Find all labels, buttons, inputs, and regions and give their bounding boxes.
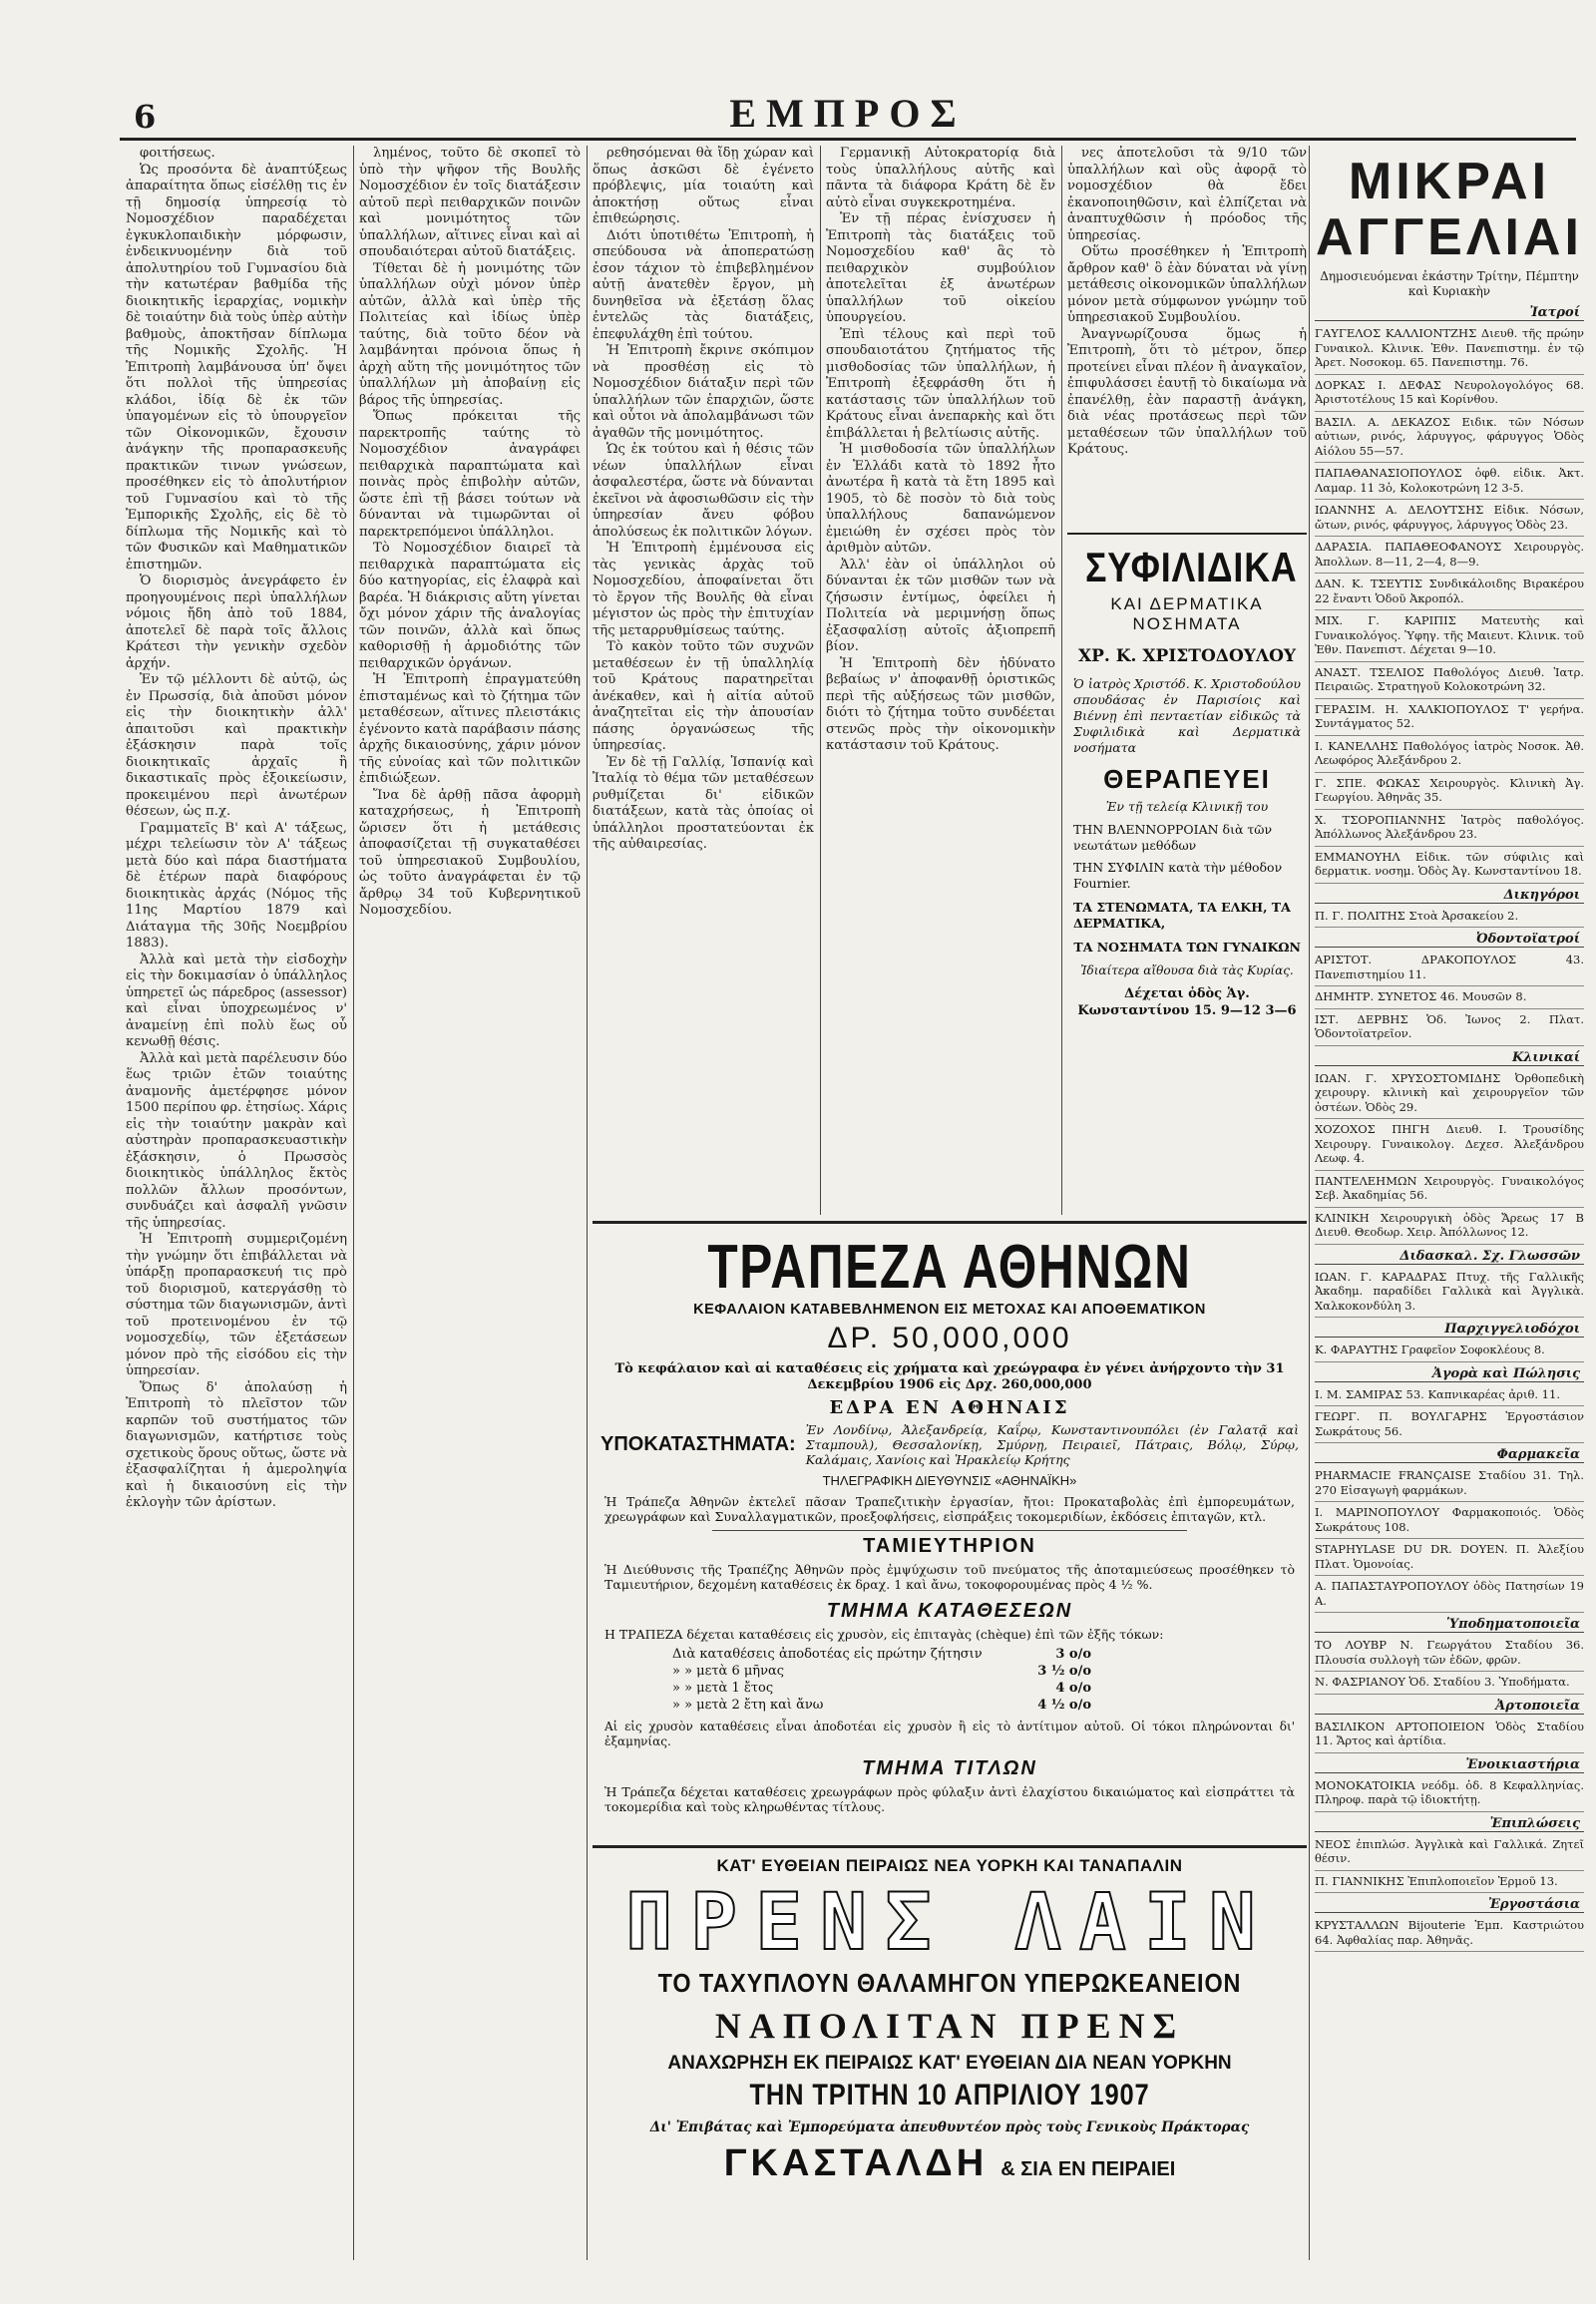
clinic-advertisement xyxy=(1067,533,1307,1063)
classified-entry: Ι. ΜΑΡΙΝΟΠΟΥΛΟΥ Φαρμακοποιός. Ὁδὸς Σωκράτους 108. xyxy=(1315,1502,1584,1539)
article-paragraph: νες ἀποτελοῦσι τὰ 9/10 τῶν ὑπαλλήλων καὶ οὓς ἀφορᾷ τὸ νομοσχέδιον θὰ ἔδει ἐκανοποιηθῶσιν, καὶ ἐλπίζεται νὰ ἀναπτυχθῶσιν ἡ πρόοδος τῆς ὑπηρεσίας. xyxy=(1067,146,1307,243)
classified-entry: ΙΩΑΝ. Γ. ΚΑΡΑΔΡΑΣ Πτυχ. τῆς Γαλλικῆς Ἀκαδημ. παραδίδει Γαλλικὰ καὶ Ἀγγλικὰ. Χαλκοκονδύλη 3. xyxy=(1315,1267,1584,1319)
bank-advertisement xyxy=(593,1221,1307,1841)
classified-entry: ΔΗΜΗΤΡ. ΣΥΝΕΤΟΣ 46. Μουσῶν 8. xyxy=(1315,986,1584,1009)
article-column-1 xyxy=(126,146,347,2262)
classified-category: Φαρμακεῖα xyxy=(1315,1447,1584,1463)
article-paragraph: Ὅπως πρόκειται τῆς παρεκτροπῆς ταύτης τὸ Νομοσχέδιον ἀναγράφει πειθαρχικὰ παραπτώματα καὶ ποινὰς πρὸς ἐπιβολὴν αὐτῶν, ὥστε ἐπὶ τῇ βάσει τούτων νὰ δύνανται νὰ τιμωρῶνται οἱ παρεκτρεπόμενοι ὑπάλληλοι. xyxy=(359,409,581,540)
article-paragraph: Ἀλλ' ἐὰν οἱ ὑπάλληλοι οὐ δύνανται ἐκ τῶν μισθῶν των νὰ ζήσωσιν ἐντίμως, ὀφείλει ἡ Πολιτεία νὰ μεριμνήσῃ ὅπως ἐξασφαλίσῃ αὐτοῖς ἀξιοπρεπῆ βίον. xyxy=(826,557,1055,654)
article-paragraph: Ὅπως δ' ἀπολαύσῃ ἡ Ἐπιτροπὴ τὸ πλεῖστον τῶν καρπῶν τοῦ συστήματος τῶν διαγωνισμῶν, κατήρτισε τοὺς σχετικοὺς ὅρους οὕτως, ὥστε νὰ ἐξασφαλίζηται ἡ ἀμεροληψία καὶ ἡ δικαιοσύνη εἰς τὴν ἐκλογὴν τῶν ἀρίστων. xyxy=(126,1379,347,1510)
bank-title: ΤΡΑΠΕΖΑ ΑΘΗΝΩΝ xyxy=(707,1233,1192,1302)
classified-category: Ὀδοντοϊατροί xyxy=(1315,932,1584,948)
article-paragraph: Ἡ Ἐπιτροπὴ συμμεριζομένη τὴν γνώμην ὅτι ἐπιβάλλεται νὰ ὑπάρξῃ προπαρασκευή τις πρὸ τοῦ διορισμοῦ, κατεργάσθῃ τὸ σύστημα τῶν διαγωνισμῶν, ἀντὶ τοῦ προτεινομένου ἐν τῷ νομοσχεδίῳ, τῶν ἐξετάσεων μόνον πρὸ τῆς εἰσόδου εἰς τὴν ὑπηρεσίαν. xyxy=(126,1232,347,1378)
ad-line-3: ΤΑ ΣΤΕΝΩΜΑΤΑ, ΤΑ ΕΛΚΗ, ΤΑ ΔΕΡΜΑΤΙΚΑ, xyxy=(1073,900,1291,931)
classified-ads xyxy=(1315,146,1584,2270)
classified-entry: ΑΝΑΣΤ. ΤΣΕΛΙΟΣ Παθολόγος Διευθ. Ἰατρ. Πειραιῶς. Στρατηγοῦ Κολοκοτρώνη 32. xyxy=(1315,662,1584,699)
article-paragraph: Τὸ κακὸν τοῦτο τῶν συχνῶν μεταθέσεων ἐν τῇ ὑπαλληλίᾳ τοῦ Κράτους παρατηρεῖται ἀνέκαθεν, καὶ ἡ αἰτία αὐτοῦ ἀναζητεῖται εἰς τὴν ἀπουσίαν πάσης ὀργανώσεως τῆς ὑπηρεσίας. xyxy=(593,639,814,753)
ad-line-2: ΤΗΝ ΣΥΦΙΛΙΝ κατὰ τὴν μέθοδον Fournier. xyxy=(1073,860,1283,891)
bank-subtitle: ΚΕΦΑΛΑΙΟΝ ΚΑΤΑΒΕΒΛΗΜΕΝΟΝ ΕΙΣ ΜΕΤΟΧΑΣ ΚΑΙ ΑΠΟΘΕΜΑΤΙΚΟΝ xyxy=(693,1302,1206,1318)
ad-title: ΣΥΦΙΛΙΔΙΚΑ xyxy=(1085,544,1298,590)
rate-label: Διὰ καταθέσεις ἀποδοτέας εἰς πρώτην ζήτησιν xyxy=(672,1647,983,1662)
article-paragraph: Ἵνα δὲ ἀρθῇ πᾶσα ἀφορμὴ καταχρήσεως, ἡ Ἐπιτροπὴ ὥρισεν ὅτι ἡ μετάθεσις ἀποφασίζεται τῇ συγκαταθέσει τοῦ ὑπηρεσιακοῦ Συμβουλίου, ὡς τοῦτο ἀναγράφεται ἐν τῷ ἄρθρῳ 34 τοῦ Κυβερνητικοῦ Νομοσχεδίου. xyxy=(359,787,581,918)
classified-entry: ΕΜΜΑΝΟΥΗΛ Εἰδικ. τῶν σύφιλις καὶ δερματικ. νοσημ. Ὁδὸς Ἀγ. Κωνσταντίνου 18. xyxy=(1315,847,1584,884)
doctor-name: ΧΡ. Κ. ΧΡΙΣΤΟΔΟΥΛΟΥ xyxy=(1077,646,1297,666)
ad-intro: Ὁ ἰατρὸς Χριστόδ. Κ. Χριστοδούλου σπουδάσας ἐν Παρισίοις καὶ Βιέννῃ ἐπὶ πενταετίαν εἰδικῶς τὰ Συφιλιδικὰ καὶ Δερματικὰ νοσήματα xyxy=(1073,676,1301,755)
classified-subtitle: Δημοσιευόμεναι ἐκάστην Τρίτην, Πέμπτην καὶ Κυριακὴν xyxy=(1320,269,1579,298)
ship-agents-note: Δι' Ἐπιβάτας καὶ Ἐμπορεύματα ἀπευθυντέον πρὸς τοὺς Γενικοὺς Πράκτορας xyxy=(649,2119,1250,2135)
ad-subtitle: ΚΑΙ ΔΕΡΜΑΤΙΚΑ ΝΟΣΗΜΑΤΑ xyxy=(1110,594,1264,633)
rate-value: 3 ο/ο xyxy=(1055,1647,1091,1662)
bank-capital: ΔΡ. 50,000,000 xyxy=(827,1322,1072,1354)
article-paragraph: Ἡ μισθοδοσία τῶν ὑπαλλήλων ἐν Ἑλλάδι κατὰ τὸ 1892 ἦτο ἀνωτέρα ἢ κατὰ τὰ ἔτη 1895 καὶ 1905, τὸ δὲ ποσὸν τὸ διὰ τοὺς ὑπαλλήλους δαπανώμενον ἐμειώθη ἐν σχέσει πρὸς τὸν ἀριθμὸν αὐτῶν. xyxy=(826,442,1055,556)
ad-clinic: Ἐν τῇ τελείᾳ Κλινικῇ του xyxy=(1105,799,1269,814)
article-paragraph: Γερμανικῇ Αὐτοκρατορίᾳ διὰ τοὺς ὑπαλλήλους αὐτῆς καὶ πᾶντα τὰ διάφορα Κράτη δὲ ἔν αὐτὸ εἶναι συγκεκροτημένα. xyxy=(826,146,1055,210)
bank-branches-label: ΥΠΟΚΑΤΑΣΤΗΜΑΤΑ: xyxy=(600,1433,796,1455)
classified-entry: Π. Γ. ΠΟΛΙΤΗΣ Στοὰ Ἀρσακείου 2. xyxy=(1315,906,1584,929)
classified-category: Ὑποδηματοποιεῖα xyxy=(1315,1617,1584,1633)
classified-entry: ΙΩΑΝΝΗΣ Α. ΔΕΛΟΥΤΣΗΣ Εἰδικ. Νόσων, ὤτων, ρινός, φάρυγγος, λάρυγγος Ὁδὸς 23. xyxy=(1315,500,1584,537)
ship-advertisement xyxy=(593,1845,1307,2260)
rate-row xyxy=(672,1680,1091,1697)
classified-list xyxy=(1315,305,1584,1952)
ad-hours: Δέχεται ὁδὸς Ἁγ. Κωνσταντίνου 15. 9—12 3—6 xyxy=(1077,986,1297,1018)
ship-agent-suffix: & ΣΙΑ ΕΝ ΠΕΙΡΑΙΕΙ xyxy=(1000,2158,1176,2180)
classified-category: Ἐνοικιαστήρια xyxy=(1315,1757,1584,1773)
savings-title: ΤΑΜΙΕΥΤΗΡΙΟΝ xyxy=(863,1535,1036,1557)
ad-line-1: ΤΗΝ ΒΛΕΝΝΟΡΡΟΙΑΝ διὰ τῶν νεωτάτων μεθόδων xyxy=(1073,822,1273,853)
article-paragraph: λημένος, τοῦτο δὲ σκοπεῖ τὸ ὑπὸ τὴν ψῆφον τῆς Βουλῆς Νομοσχέδιον ἐν τοῖς διατάξεσιν αὐτοῦ περὶ πειθαρχικῶν ποινῶν καὶ μονιμότητος τῶν ὑπαλλήλων, αἵτινες εἶναι καὶ αἱ σπουδαιότεραι αὐτοῦ διατάξεις. xyxy=(359,146,581,259)
classified-entry: Ν. ΦΑΣΡΙΑΝΟΥ Ὁδ. Σταδίου 3. Ὑποδήματα. xyxy=(1315,1672,1584,1695)
article-paragraph: Ἀναγνωρίζουσα ὅμως ἡ Ἐπιτροπὴ, ὅτι τὸ μέτρον, ὅπερ προτείνει εἶναι πλέον ἢ ἀναγκαῖον, ἐπιφυλάσσει ἑαυτῇ τὸ δικαίωμα νὰ ἐπανέλθῃ, ἐὰν παραστῇ ἀνάγκη, διὰ νέας προτάσεως περὶ τῶν μεταθέσεων τῶν ὑπαλλήλων τοῦ Κράτους. xyxy=(1067,326,1307,457)
titles-title: ΤΜΗΜΑ ΤΙΤΛΩΝ xyxy=(862,1757,1037,1779)
classified-entry: ΒΑΣΙΛΙΚΟΝ ΑΡΤΟΠΟΙΕΙΟΝ Ὁδὸς Σταδίου 11. Ἄρτος καὶ ἀρτίδια. xyxy=(1315,1717,1584,1753)
ship-description: ΤΟ ΤΑΧΥΠΛΟΥΝ ΘΑΛΑΜΗΓΟΝ ΥΠΕΡΩΚΕΑΝΕΙΟΝ xyxy=(657,1968,1242,1998)
classified-entry: ΚΛΙΝΙΚΗ Χειρουργικὴ ὁδὸς Ἄρεως 17 Β Διευθ. Θεοδωρ. Χειρ. Ἀπόλλωνος 12. xyxy=(1315,1208,1584,1245)
bank-deposits-note: Τὸ κεφάλαιον καὶ αἱ καταθέσεις εἰς χρήματα καὶ χρεώγραφα ἐν γένει ἀνήρχοντο τὴν 31 Δεκεμβρίου 1906 εἰς Δρχ. 260,000,000 xyxy=(614,1361,1285,1392)
ship-line-name: ΠΡΕΝΣ ΛΑΙΝ xyxy=(625,1878,1274,1968)
bank-branches: Ἐν Λονδίνῳ, Ἀλεξανδρείᾳ, Καΐρῳ, Κωνσταντινουπόλει (ἐν Γαλατᾷ καὶ Σταμπουλ), Θεσσαλονίκῃ, Σμύρνῃ, Πειραιεῖ, Πάτραις, Βόλῳ, Σύρῳ, Καλάμαις, Χανίοις καὶ Ἡρακλείῳ Κρήτης xyxy=(805,1422,1299,1467)
deposits-title: ΤΜΗΜΑ ΚΑΤΑΘΕΣΕΩΝ xyxy=(826,1600,1073,1622)
ad-note: Ἰδιαίτερα αἴθουσα διὰ τὰς Κυρίας. xyxy=(1080,963,1294,977)
rate-label: » » μετὰ 6 μῆνας xyxy=(672,1664,785,1679)
rate-value: 4 ο/ο xyxy=(1055,1681,1091,1696)
header-rule xyxy=(120,138,1576,141)
classified-entry: ΤΟ ΛΟΥΒΡ Ν. Γεωργάτου Σταδίου 36. Πλουσία συλλογὴ τῶν ἐδῶν, φρῶν. xyxy=(1315,1635,1584,1672)
classified-entry: ΠΑΝΤΕΛΕΗΜΩΝ Χειρουργὸς. Γυναικολόγος Σεβ. Ἀκαδημίας 56. xyxy=(1315,1171,1584,1208)
column-divider xyxy=(820,146,821,1215)
classified-entry: ΧΟΖΟΧΟΣ ΠΗΓΗ Διευθ. Ι. Τρουσίδης Χειρουργ. Γυναικολογ. Δεχεσ. Ἀλεξάνδρου Λεωφ. 4. xyxy=(1315,1119,1584,1171)
article-paragraph: Ὡς ἐκ τούτου καὶ ἡ θέσις τῶν νέων ὑπαλλήλων εἶναι ἀσφαλεστέρα, ὥστε νὰ δύνανται ἐκεῖνοι νὰ ἀφοσιωθῶσιν εἰς τὴν ὑπηρεσίαν ἄνευ φόβου ἀπολύσεως ἐκ πολιτικῶν λόγων. xyxy=(593,442,814,540)
classified-entry: ΠΑΠΑΘΑΝΑΣΙΟΠΟΥΛΟΣ ὀφθ. εἰδικ. Ἀκτ. Λαμαρ. 11 3ὁ, Κολοκοτρώνη 12 3-5. xyxy=(1315,463,1584,500)
bank-telegraph: ΤΗΛΕΓΡΑΦΙΚΗ ΔΙΕΥΘΥΝΣΙΣ «ΑΘΗΝΑΪΚΗ» xyxy=(822,1473,1077,1488)
savings-text: Ἡ Διεύθυνσις τῆς Τραπέζης Ἀθηνῶν πρὸς ἐμψύχωσιν τοῦ πνεύματος τῆς ἀποταμιεύσεως προσέθηκεν τὸ Ταμιευτήριον, δεχομένη καταθέσεις ἐκ δραχ. 1 καὶ ἄνω, τοκοφορουμένας πρὸς 4 ½ %. xyxy=(604,1562,1295,1592)
classified-entry: Γ. ΣΠΕ. ΦΩΚΑΣ Χειρουργὸς. Κλινικὴ Ἀγ. Γεωργίου. Ἀθηνᾶς 35. xyxy=(1315,773,1584,810)
column-divider xyxy=(1309,146,1310,2260)
article-paragraph: Ἐπὶ τέλους καὶ περὶ τοῦ σπουδαιοτάτου ζητήματος τῆς μισθοδοσίας τῶν ὑπαλλήλων, ἡ Ἐπιτροπὴ ἐξεφράσθη ὅτι ἡ κατάστασις τῶν ὑπαλλήλων τοῦ Κράτους εἶναι ἀνεπαρκὴς καὶ ὅτι ἐπιβάλλεται ἡ βελτίωσις αὐτῆς. xyxy=(826,326,1055,441)
rates-table xyxy=(672,1646,1091,1714)
classified-entry: ΜΟΝΟΚΑΤΟΙΚΙΑ νεόδμ. ὁδ. 8 Κεφαλληνίας. Πληροφ. παρὰ τῷ ἰδιοκτήτῃ. xyxy=(1315,1775,1584,1812)
column-divider xyxy=(1061,146,1062,1215)
classified-title: ΜΙΚΡΑΙ ΑΓΓΕΛΙΑΙ xyxy=(1316,153,1583,266)
deposits-note-2: Αἱ εἰς χρυσὸν καταθέσεις εἶναι ἀποδοτέαι εἰς χρυσὸν ἢ εἰς τὸ ἀντίτιμον αὐτοῦ. Οἱ τόκοι πληρώνονται δι' ἐξαμηνίας. xyxy=(604,1720,1295,1748)
article-paragraph: Ἐν τῇ πέρας ἐνίσχυσεν ἡ Ἐπιτροπὴ τὰς διατάξεις τοῦ Νομοσχεδίου καθ' ἃς τὸ πειθαρχικὸν συμβούλιον ἀποτελεῖται ἐξ ἀνωτέρων ὑπαλλήλων τοῦ οἰκείου ὑπουργείου. xyxy=(826,211,1055,325)
ship-route: ΚΑΤ' ΕΥΘΕΙΑΝ ΠΕΙΡΑΙΩΣ ΝΕΑ ΥΟΡΚΗ ΚΑΙ ΤΑΝΑΠΑΛΙΝ xyxy=(716,1856,1183,1875)
classified-category: Διδασκαλ. Σχ. Γλωσσῶν xyxy=(1315,1249,1584,1265)
rate-label: » » μετὰ 2 ἔτη καὶ ἄνω xyxy=(672,1698,824,1713)
classified-entry: Ι. Μ. ΣΑΜΙΡΑΣ 53. Καπνικαρέας ἀριθ. 11. xyxy=(1315,1384,1584,1407)
classified-entry: ΓΕΩΡΓ. Π. ΒΟΥΛΓΑΡΗΣ Ἐργοστάσιον Σωκράτους 56. xyxy=(1315,1406,1584,1443)
ad-heading: ΘΕΡΑΠΕΥΕΙ xyxy=(1103,764,1271,794)
classified-category: Ἰατροί xyxy=(1315,305,1584,321)
classified-entry: ΓΕΡΑΣΙΜ. Η. ΧΑΛΚΙΟΠΟΥΛΟΣ Τ' γερήνα. Συντάγματος 52. xyxy=(1315,699,1584,736)
article-paragraph: Ἡ Ἐπιτροπὴ ἔκρινε σκόπιμον νὰ προσθέσῃ εἰς τὸ Νομοσχέδιον διάταξιν περὶ τῶν ὑπαλλήλων τῶν ἐπαρχιῶν, ὥστε καὶ οὗτοι νὰ ἀπολαμβάνωσι τῶν ἀγαθῶν τῆς μονιμότητος. xyxy=(593,343,814,441)
classified-entry: STAPHYLASE DU DR. DOYEN. Π. Ἀλεξίου Πλατ. Ὁμονοίας. xyxy=(1315,1539,1584,1576)
rate-label: » » μετὰ 1 ἔτος xyxy=(672,1681,774,1696)
classified-entry: Ι. ΚΑΝΕΛΛΗΣ Παθολόγος ἰατρὸς Νοσοκ. Ἀθ. Λεωφόρος Ἀλεξάνδρου 2. xyxy=(1315,736,1584,773)
classified-entry: ΚΡΥΣΤΑΛΛΩΝ Bijouterie Ἐμπ. Καστριώτου 64. Ἀφθαλίας παρ. Ἀθηνᾶς. xyxy=(1315,1915,1584,1952)
rate-row xyxy=(672,1663,1091,1680)
article-paragraph: Ἀλλὰ καὶ μετὰ παρέλευσιν δύο ἕως τριῶν ἐτῶν τοιαύτης ἀναμονῆς ἀμετέρφησε μόνον 1500 περίπου φρ. ἐτησίως. Χάρις εἰς τὴν τοιαύτην μακρὰν καὶ αὐστηρὰν προπαρασκευαστικὴν ἐξάσκησιν, ὁ Πρωσσὸς διοικητικὸς ὑπάλληλος ἔκτὸς πολλῶν ἄλλων προσόντων, συνδυάζει καὶ ἀσφαλῆ γνῶσιν τῆς ὑπηρεσίας. xyxy=(126,1050,347,1231)
rate-value: 4 ½ ο/ο xyxy=(1037,1698,1091,1713)
article-paragraph: Οὕτω προσέθηκεν ἡ Ἐπιτροπὴ ἄρθρον καθ' ὃ ἐὰν δύναται νὰ γίνῃ μετάθεσις οἰκονομικῶν ὑπαλλήλων μόνον μετὰ σύμφωνον γνώμην τοῦ ὑπηρεσιακοῦ Συμβουλίου. xyxy=(1067,244,1307,325)
classified-entry: Π. ΓΙΑΝΝΙΚΗΣ Ἐπιπλοποιεῖον Ἑρμοῦ 13. xyxy=(1315,1871,1584,1894)
classified-entry: PHARMACIE FRANÇAISE Σταδίου 31. Τηλ. 270 Εἰσαγωγὴ φαρμάκων. xyxy=(1315,1465,1584,1502)
article-paragraph: Ὁ διορισμὸς ἀνεγράφετο ἐν προηγουμένοις περὶ ὑπαλλήλων νόμοις ἤδη ἀπὸ τοῦ 1884, ἀποτελεῖ δὲ παρὰ τοῖς ἄλλοις Κράτεσι τὴν γενικὴν σχεδὸν ἀρχήν. xyxy=(126,574,347,671)
classified-category: Ἐπιπλώσεις xyxy=(1315,1816,1584,1832)
article-paragraph: φοιτήσεως. xyxy=(140,146,215,161)
classified-entry: Χ. ΤΣΟΡΟΠΙΑΝΝΗΣ Ἰατρὸς παθολόγος. Ἀπόλλωνος Ἀλεξάνδρου 23. xyxy=(1315,810,1584,847)
classified-entry: ΜΙΧ. Γ. ΚΑΡΙΠΙΣ Ματευτὴς καὶ Γυναικολόγος. Ὑφηγ. τῆς Μαιευτ. Κλινικ. τοῦ Ἐθν. Πανεπιστ. Δέχεται 9—10. xyxy=(1315,610,1584,662)
column-divider xyxy=(353,146,354,2260)
page-number: 6 xyxy=(134,98,157,136)
classified-entry: Κ. ΦΑΡΑΥΤΗΣ Γραφεῖον Σοφοκλέους 8. xyxy=(1315,1340,1584,1362)
article-paragraph: Γραμματεῖς Β' καὶ Α' τάξεως, μέχρι τελείωσιν τὸν Α' τάξεως μετὰ δύο καὶ πάρα διαστήματα δὲ ἑτέρων παρὰ διαφόρους διοικητικὰς ἀρχάς (Νόμος τῆς 11ης Μαρτίου 1879 καὶ Διάταγμα τῆς 30ῆς Νοεμβρίου 1883). xyxy=(126,820,347,951)
article-column-3 xyxy=(593,146,814,1215)
article-paragraph: Τίθεται δὲ ἡ μονιμότης τῶν ὑπαλλήλων οὐχὶ μόνον ὑπὲρ αὐτῶν, ἀλλὰ καὶ ὑπὲρ τῆς Πολιτείας καὶ ἰδίως ὑπὲρ ταύτης, διὰ τοῦτο δέον νὰ λαμβάνηται πρόνοια ὅπως ἡ ἀρχὴ αὕτη τῆς μονιμότητος τῶν ὑπαλλήλων μὴ ἀποβαίνῃ εἰς βάρος τῆς ὑπηρεσίας. xyxy=(359,260,581,408)
classified-category: Κλινικαί xyxy=(1315,1050,1584,1066)
classified-entry: ΔΟΡΚΑΣ Ι. ΔΕΦΑΣ Νευρολογολόγος 68. Ἀριστοτέλους 15 καὶ Κορίνθου. xyxy=(1315,375,1584,412)
rate-row xyxy=(672,1646,1091,1663)
ad-line-4: ΤΑ ΝΟΣΗΜΑΤΑ ΤΩΝ ΓΥΝΑΙΚΩΝ xyxy=(1073,940,1301,955)
article-paragraph: Ἐν τῷ μέλλοντι δὲ αὐτῷ, ὡς ἐν Πρωσσίᾳ, διὰ ἀποῦσι μόνον εἰς τὴν διοικητικὴν ἀλλ' ἀπαιτοῦσι καὶ πρακτικὴν ἐξάσκησιν παρὰ τοῖς διοικητικαῖς ἀρχαῖς ἢ δικαστικαῖς πρὸς ἐξοικείωσιν, προκειμένου περὶ ἀνωτέρων θέσεων, ὡς π.χ. xyxy=(126,672,347,819)
article-column-5 xyxy=(1067,146,1307,525)
classified-entry: ΙΣΤ. ΔΕΡΒΗΣ Ὁδ. Ἰωνος 2. Πλατ. Ὁδοντοϊατρεῖον. xyxy=(1315,1009,1584,1046)
rate-value: 3 ½ ο/ο xyxy=(1037,1664,1091,1679)
article-column-4 xyxy=(826,146,1055,1215)
bank-intro: Ἡ Τράπεζα Ἀθηνῶν ἐκτελεῖ πᾶσαν Τραπεζιτικὴν ἐργασίαν, ἤτοι: Προκαταβολὰς ἐπὶ ἐμπορευμάτων, χρεωγράφων καὶ Συναλλαγματικῶν, προεξοφλήσεις, εἰσπράξεις τοκομεριδίων, ἐκδόσεις ἐπιταγῶν, κτλ. xyxy=(604,1494,1295,1524)
ship-date: ΤΗΝ ΤΡΙΤΗΝ 10 ΑΠΡΙΛΙΟΥ 1907 xyxy=(749,2079,1150,2112)
article-column-2 xyxy=(359,146,581,2262)
classified-entry: ΔΑΝ. Κ. ΤΣΕΥΤΙΣ Συνδικάλοιδης Βιρακέρου 22 ἔναντι Ὁδοῦ Ἀκροπόλ. xyxy=(1315,574,1584,610)
classified-entry: ΔΑΡΑΣΙΑ. ΠΑΠΑΘΕΟΦΑΝΟΥΣ Χειρουργὸς. Ἀπολλων. 8—11, 2—4, 8—9. xyxy=(1315,537,1584,574)
classified-entry: ΝΕΟΣ ἐπιπλώσ. Ἀγγλικὰ καὶ Γαλλικά. Ζητεῖ θέσιν. xyxy=(1315,1834,1584,1871)
column-divider xyxy=(587,146,588,2260)
article-paragraph: Διότι ὑποτιθέτω Ἐπιτροπὴ, ἡ σπεύδουσα νὰ ἀποπερατώσῃ ἐσον τάχιον τὸ ἐπιβεβλημένον αὐτῇ ἀνατεθὲν ἔργον, μὴ δυνηθεῖσα νὰ ἐξετάσῃ ὅλας ἐντελῶς τὰς διατάξεις, ἐπεφυλάχθη ἐπὶ τούτου. xyxy=(593,227,814,342)
ship-title: ΝΑΠΟΛΙΤΑΝ ΠΡΕΝΣ xyxy=(714,2006,1185,2046)
article-paragraph: ρεθησόμεναι θὰ ἴδῃ χώραν καὶ ὅπως ἀσκῶσι δὲ ἐγένετο πρόβλεψις, μία τοιαύτη καὶ ἀποκτήσῃ οὕτως εἶναι ἐπιθεώρησις. xyxy=(593,146,814,226)
classified-entry: Α. ΠΑΠΑΣΤΑΥΡΟΠΟΥΛΟΥ ὁδὸς Πατησίων 19 Α. xyxy=(1315,1576,1584,1613)
header xyxy=(120,84,1576,144)
classified-category: Ἐργοστάσια xyxy=(1315,1897,1584,1913)
article-paragraph: Ὡς προσόντα δὲ ἀναπτύξεως ἀπαραίτητα ὅπως εἰσέλθῃ τις ἐν τῇ δημοσίᾳ ὑπηρεσίᾳ τὸ Νομοσχέδιον παραδέχεται ἐγκυκλοπαιδικὴν μόρφωσιν, ἐνδεικνυομένην διὰ τοῦ ἀπολυτηρίου τοῦ Γυμνασίου διὰ τὴν κατωτέραν βαθμίδα τῆς διοικητικῆς ἱεραρχίας, νομικὴν δὲ τοιαύτην διὰ τοὺς ὑπὲρ αὐτὴν βαθμοὺς, ἀποκτῆσαν δίπλωμα τῆς Νομικῆς Σχολῆς. Ἡ Ἐπιτροπὴ λαμβάνουσα ὑπ' ὄψει ὅτι πολλοὶ τῆς ὑπηρεσίας κλάδοι, ἰδίᾳ δὲ ἐκ τῶν ὑπαγομένων εἰς τὸ ὑπουργεῖον τῶν Οἰκονομικῶν, ἔχουσιν ἀνάγκην τῆς προπαρασκευῆς πρακτικῶν τινων γνώσεων, προσέθηκεν εἰς τὸ ἀπολυτήριον τοῦ Γυμνασίου καὶ τὸ τῆς Ἐμπορικῆς Σχολῆς, εἰς δὲ τὸ δίπλωμα τῆς Νομικῆς καὶ τὸ τῶν Φυσικῶν καὶ Μαθηματικῶν ἐπιστημῶν. xyxy=(126,162,347,573)
bank-seat: ΕΔΡΑ ΕΝ ΑΘΗΝΑΙΣ xyxy=(829,1397,1070,1418)
rate-row xyxy=(672,1697,1091,1714)
classified-category: Ἀρτοποιεῖα xyxy=(1315,1699,1584,1715)
article-paragraph: Ἡ Ἐπιτροπὴ δὲν ἠδύνατο βεβαίως ν' ἀποφανθῇ ὁριστικῶς περὶ τῆς αὐξήσεως τῶν μισθῶν, διότι τὸ ζήτημα τοῦτο συνδέεται στενῶς πρὸς τὴν οἰκονομικὴν κατάστασιν τοῦ Κράτους. xyxy=(826,655,1055,753)
article-paragraph: Ἡ Ἐπιτροπὴ ἐπραγματεύθη ἐπισταμένως καὶ τὸ ζήτημα τῶν μεταθέσεων, αἵτινες πλειστάκις ἐγένοντο κατὰ παράβασιν πάσης ἀρχῆς δικαιοσύνης, χάριν μόνον τῆς εὐνοίας καὶ τῶν πολιτικῶν ἐπιδιώξεων. xyxy=(359,672,581,786)
article-paragraph: Ἐν δὲ τῇ Γαλλίᾳ, Ἰσπανίᾳ καὶ Ἰταλίᾳ τὸ θέμα τῶν μεταθέσεων ρυθμίζεται δι' εἰδικῶν διατάξεων, κατὰ τὰς ὁποίας οἱ ὑπάλληλοι προστατεύονται ἐκ τῆς αὐθαιρεσίας. xyxy=(593,754,814,852)
article-paragraph: Ἀλλὰ καὶ μετὰ τὴν εἰσδοχὴν εἰς τὴν δοκιμασίαν ὁ ὑπάλληλος ὑπηρετεῖ ὡς πάρεδρος (assessor) καὶ εἶναι ὑποχρεωμένος ν' ἀναμείνῃ ἐπὶ πολὺ ἕως οὗ κενωθῇ θέσις. xyxy=(126,952,347,1049)
classified-category: Δικηγόροι xyxy=(1315,888,1584,904)
ship-agent: ΓΚΑΣΤΑΛΔΗ xyxy=(723,2142,989,2184)
article-paragraph: Ἡ Ἐπιτροπὴ ἐμμένουσα εἰς τὰς γενικὰς ἀρχὰς τοῦ Νομοσχεδίου, ἀποφαίνεται ὅτι τὸ ἔργον τῆς Βουλῆς θὰ εἶναι μέγιστον ὡς πρὸς τὴν ἐπιτυχίαν τῆς μεταρρυθμίσεως ταύτης. xyxy=(593,541,814,638)
classified-category: Ἀγορὰ καὶ Πώλησις xyxy=(1315,1366,1584,1382)
classified-entry: ΑΡΙΣΤΟΤ. ΔΡΑΚΟΠΟΥΛΟΣ 43. Πανεπιστημίου 11. xyxy=(1315,950,1584,986)
masthead: ΕΜΠΡΟΣ xyxy=(729,91,967,136)
article-paragraph: Τὸ Νομοσχέδιον διαιρεῖ τὰ πειθαρχικὰ παραπτώματα εἰς δύο κατηγορίας, εἰς ἐλαφρὰ καὶ βαρέα. Ἡ διάκρισις αὕτη γίνεται ὄχι μόνον χάριν τῆς ἀναλογίας τῶν ποινῶν, ἀλλὰ καὶ ὅπως καθορισθῇ ἡ ἁρμοδιότης τῶν πειθαρχικῶν ὀργάνων. xyxy=(359,541,581,671)
classified-entry: ΓΑΥΓΕΛΟΣ ΚΑΛΛΙΟΝΤΖΗΣ Διευθ. τῆς πρώην Γυναικολ. Κλινικ. Ἐθν. Πανεπιστημ. ἐν τῷ Ἀρετ. Νοσοκομ. 65. Πανεπιστημ. 76. xyxy=(1315,323,1584,375)
classified-category: Παρχιγγελιοδόχοι xyxy=(1315,1322,1584,1338)
titles-text: Ἡ Τράπεζα δέχεται καταθέσεις χρεωγράφων πρὸς φύλαξιν ἀντὶ ἐλαχίστου δικαιώματος καὶ εἰσπράττει τὰ τοκομερίδια καὶ τοὺς κληρωθέντας τίτλους. xyxy=(604,1784,1295,1814)
classified-entry: ΙΩΑΝ. Γ. ΧΡΥΣΟΣΤΟΜΙΔΗΣ Ὀρθοπεδικὴ χειρουργ. κλινικὴ καὶ χειρουργεῖον τῶν ὀστέων. Ὁδὸς 29. xyxy=(1315,1068,1584,1120)
deposits-intro: Η ΤΡΑΠΕΖΑ δέχεται καταθέσεις εἰς χρυσὸν, εἰς ἐπιταγὰς (chèque) ἐπὶ τῶν ἐξῆς τόκων: xyxy=(604,1627,1164,1642)
ship-departure: ΑΝΑΧΩΡΗΣΗ ΕΚ ΠΕΙΡΑΙΩΣ ΚΑΤ' ΕΥΘΕΙΑΝ ΔΙΑ ΝΕΑΝ ΥΟΡΚΗΝ xyxy=(667,2053,1232,2074)
classified-entry: ΒΑΣΙΛ. Α. ΔΕΚΑΖΟΣ Ειδικ. τῶν Νόσων αὐτιων, ρινός, λάρυγγος, φάρυγγος Ὁδὸς Αἰόλου 55—57. xyxy=(1315,412,1584,464)
